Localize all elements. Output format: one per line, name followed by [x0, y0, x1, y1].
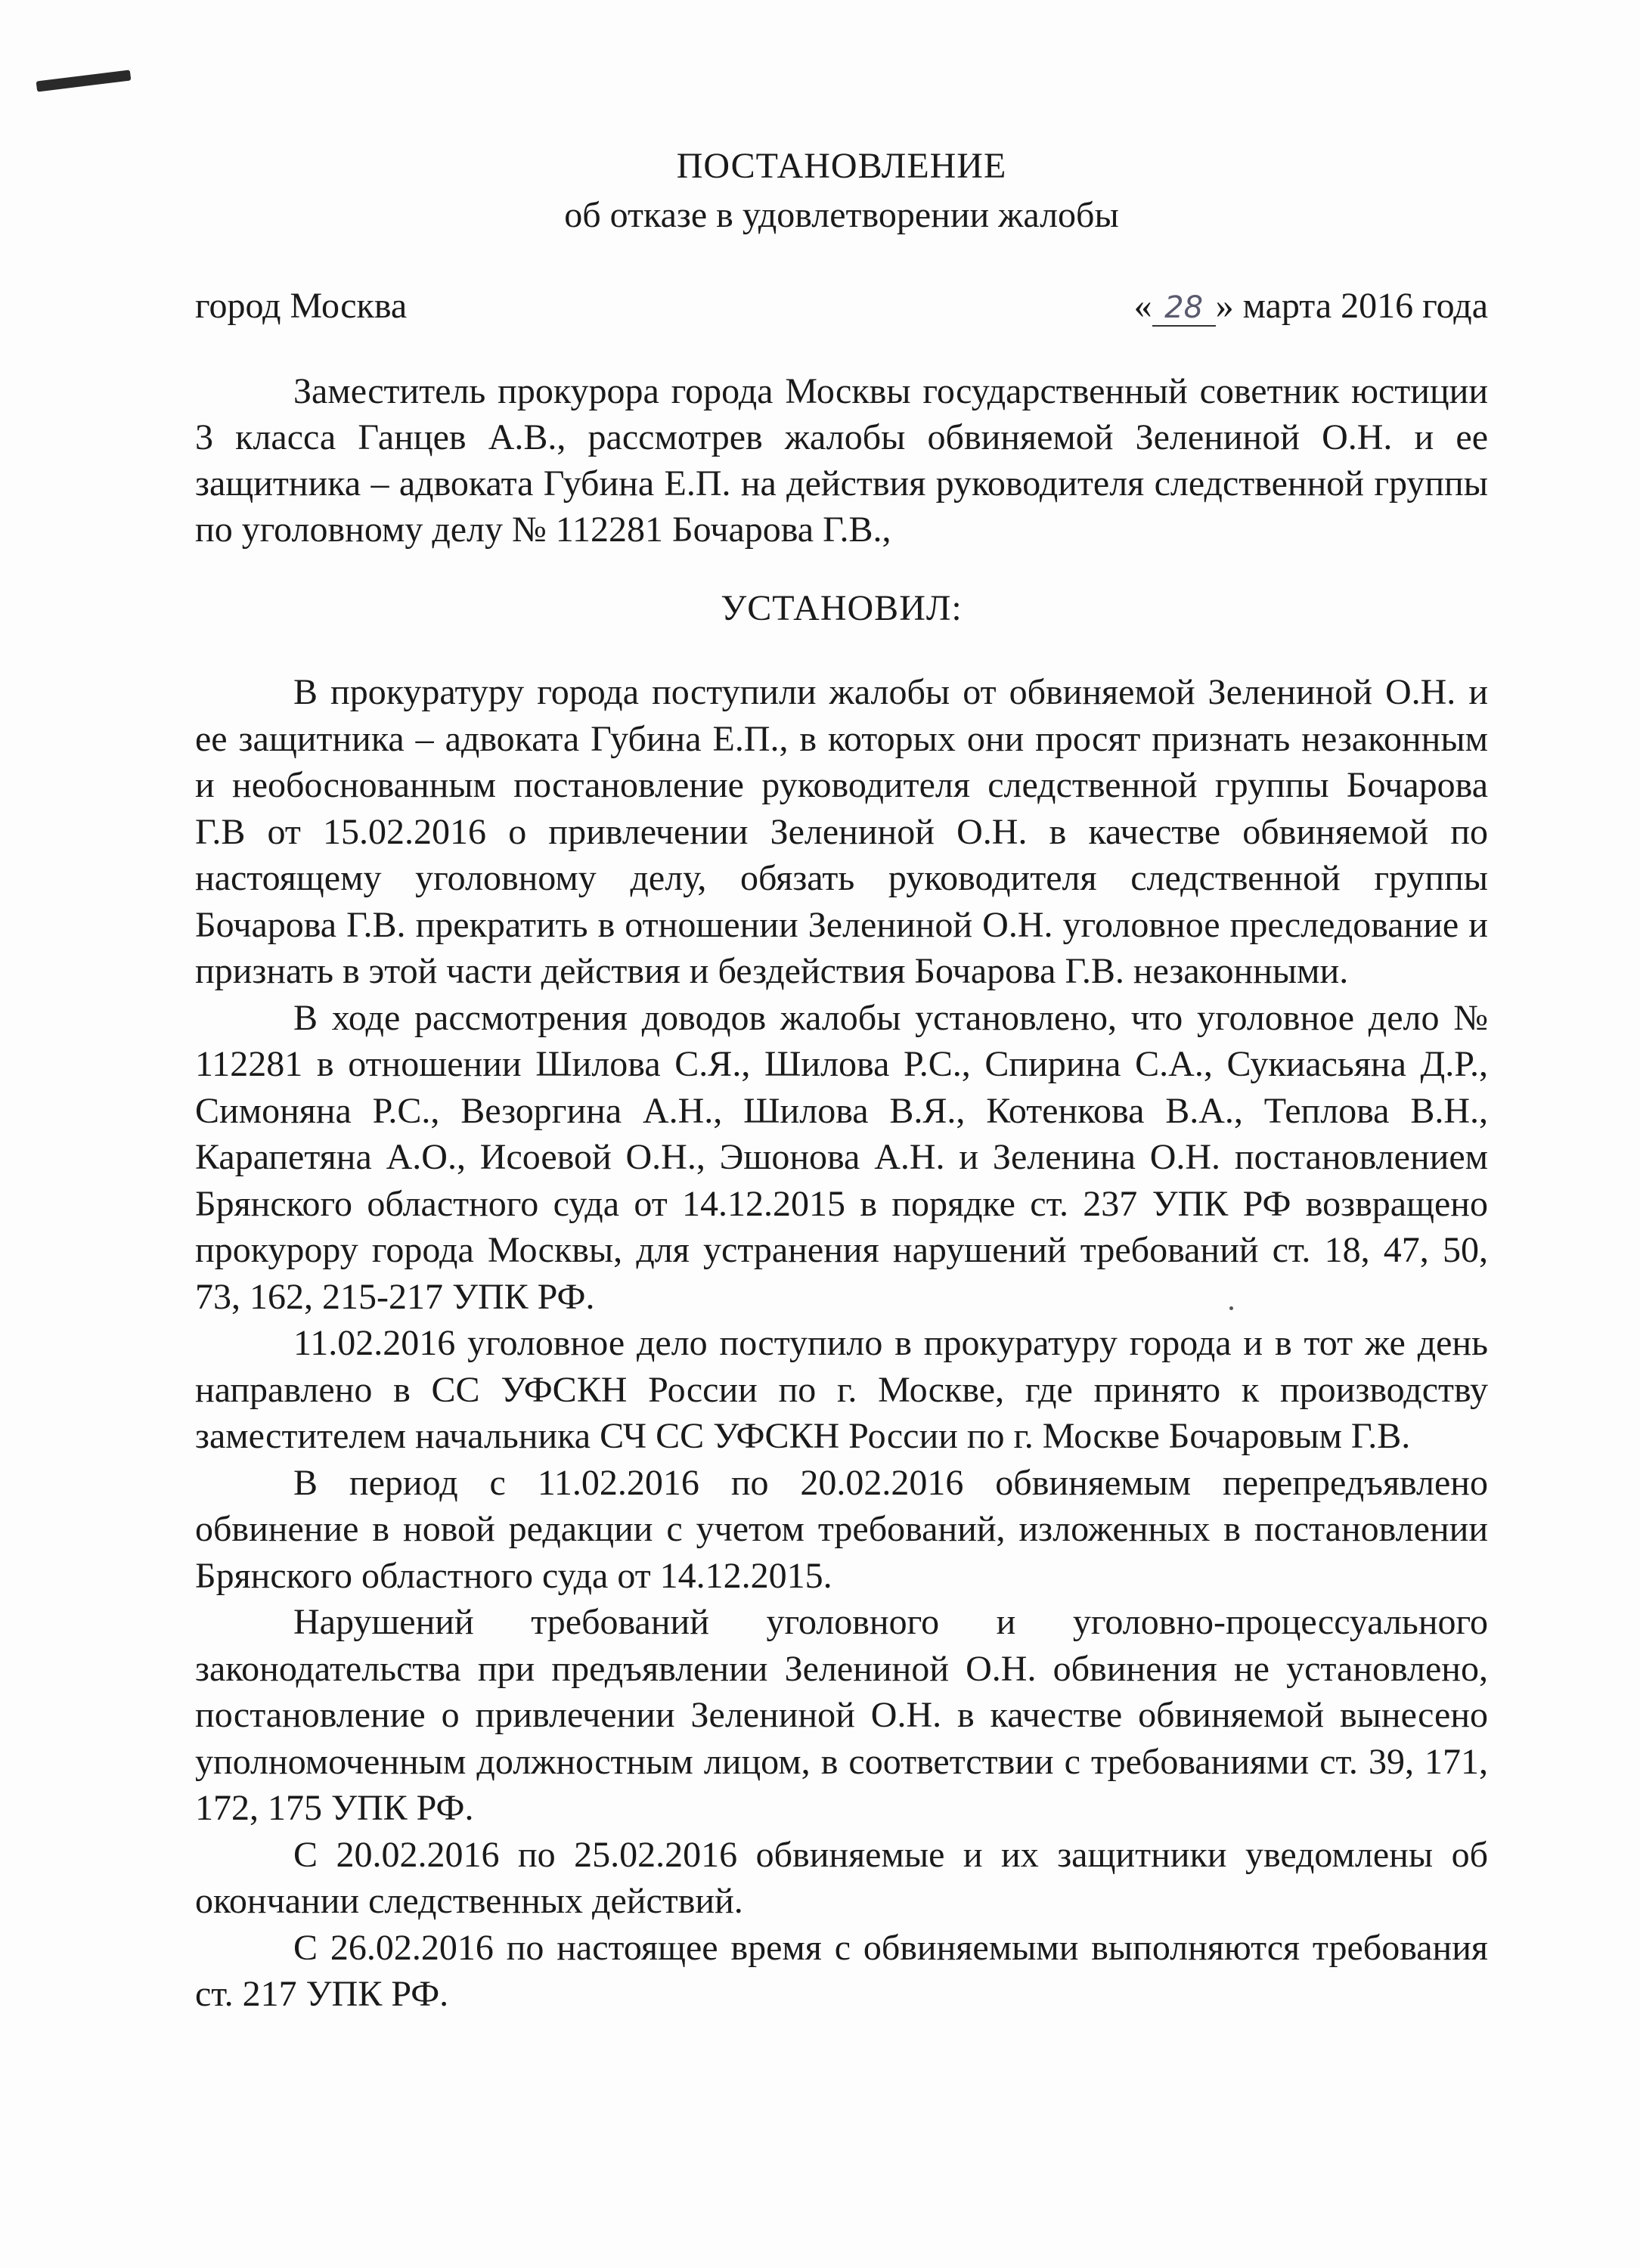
- body-paragraph: С 20.02.2016 по 25.02.2016 обвиняемые и их защитники уведомлены об окончании следственных действий.: [195, 1834, 1488, 1921]
- section-heading: УСТАНОВИЛ:: [721, 588, 963, 628]
- document-subtitle: об отказе в удовлетворении жалобы: [564, 195, 1119, 235]
- handwritten-day: 28: [1152, 290, 1216, 327]
- body-paragraph: В прокуратуру города поступили жалобы от обвиняемой Зелениной О.Н. и ее защитника – адвоката Губина Е.П., в которых они просят признать незаконным и необоснованным постановление руководителя следственной группы Бочарова Г.В от 15.02.2016 о привлечении Зелениной О.Н. в качестве обвиняемой по настоящему уголовному делу, обязать руководителя следственной группы Бочарова Г.В. прекратить в отношении Зелениной О.Н. уголовное преследование и признать в этой части действия и бездействия Бочарова Г.В. незаконными.: [195, 672, 1488, 991]
- intro-paragraph: Заместитель прокурора города Москвы государственный советник юстиции 3 класса Ганцев А.В., рассмотрев жалобы обвиняемой Зелениной О.Н. и ее защитника – адвоката Губина Е.П. на действия руководителя следственной группы по уголовному делу № 112281 Бочарова Г.В.,: [195, 371, 1488, 550]
- document-title: ПОСТАНОВЛЕНИЕ: [676, 146, 1007, 186]
- body-paragraph: В период с 11.02.2016 по 20.02.2016 обвиняемым перепредъявлено обвинение в новой редакции с учетом требований, изложенных в постановлении Брянского областного суда от 14.12.2015.: [195, 1462, 1488, 1596]
- body-text: [195, 669, 1488, 2018]
- body-paragraph: С 26.02.2016 по настоящее время с обвиняемыми выполняются требования ст. 217 УПК РФ.: [195, 1927, 1488, 2014]
- place-date-line: [195, 284, 1488, 329]
- body-paragraph: В ходе рассмотрения доводов жалобы установлено, что уголовное дело № 112281 в отношении Шилова С.Я., Шилова Р.С., Спирина С.А., Сукиасьяна Д.Р., Симоняна Р.С., Везоргина А.Н., Шилова В.Я., Котенкова В.А., Теплова В.Н., Карапетяна А.О., Исоевой О.Н., Эшонова А.Н. и Зеленина О.Н. постановлением Брянского областного суда от 14.12.2015 в порядке ст. 237 УПК РФ возвращено прокурору города Москвы, для устранения нарушений требований ст. 18, 47, 50, 73, 162, 215-217 УПК РФ.: [195, 997, 1488, 1317]
- date: [1134, 284, 1488, 329]
- date-rest: » марта 2016 года: [1215, 286, 1488, 326]
- city: город Москва: [195, 286, 408, 326]
- date-open-quote: «: [1133, 286, 1152, 326]
- scan-mark: [36, 70, 132, 91]
- body-paragraph: 11.02.2016 уголовное дело поступило в прокуратуру города и в тот же день направлено в СС УФСКН России по г. Москве, где принято к производству заместителем начальника СЧ СС УФСКН России по г. Москве Бочаровым Г.В.: [195, 1323, 1488, 1456]
- body-paragraph: Нарушений требований уголовного и уголовно-процессуального законодательства при предъявлении Зелениной О.Н. обвинения не установлено, постановление о привлечении Зелениной О.Н. в качестве обвиняемой вынесено уполномоченным должностным лицом, в соответствии с требованиями ст. 39, 171, 172, 175 УПК РФ.: [195, 1602, 1488, 1828]
